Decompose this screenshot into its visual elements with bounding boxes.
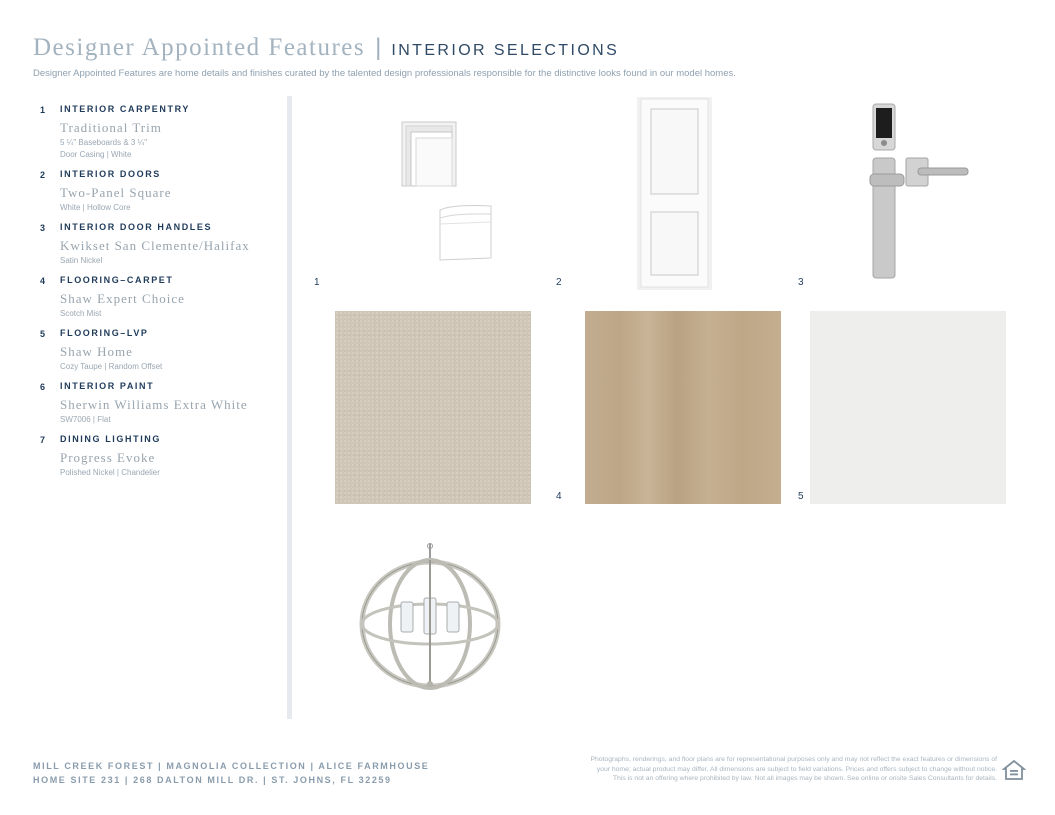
- selection-item: [40, 169, 275, 213]
- selection-item: [40, 222, 275, 266]
- selection-category: INTERIOR PAINT: [60, 381, 155, 391]
- selection-detail: 5 ¼" Baseboards & 3 ¼": [60, 138, 148, 147]
- selection-number: 6: [40, 382, 46, 392]
- selection-detail: Satin Nickel: [60, 256, 103, 265]
- page-title: Designer Appointed Features: [33, 34, 366, 61]
- image-label: 2: [556, 277, 562, 288]
- selection-category: DINING LIGHTING: [60, 434, 161, 444]
- selection-item: [40, 434, 275, 478]
- title-row: [33, 34, 1033, 62]
- selection-product: Two-Panel Square: [60, 185, 172, 200]
- selection-number: 1: [40, 105, 46, 115]
- selection-detail: Door Casing | White: [60, 150, 132, 159]
- disclaimer-line: This is not an offering where prohibited by law. Not all images may be shown. See online or onsite Sales Consultants for details.: [612, 775, 997, 782]
- paint-swatch: [810, 311, 1006, 504]
- selection-product: Traditional Trim: [60, 120, 162, 135]
- image-label: 3: [798, 277, 804, 288]
- selection-product: Shaw Home: [60, 344, 133, 359]
- door-handle-image: [866, 102, 970, 282]
- selection-detail: SW7006 | Flat: [60, 415, 111, 424]
- image-label: 1: [314, 277, 320, 288]
- image-label: 4: [556, 491, 562, 502]
- selection-product: Shaw Expert Choice: [60, 291, 185, 306]
- lvp-swatch: [585, 311, 781, 504]
- page-subtitle: Designer Appointed Features are home details and finishes curated by the talented design professionals responsible for the distinctive looks found in our model homes.: [33, 68, 736, 79]
- section-title: INTERIOR SELECTIONS: [391, 42, 620, 59]
- disclaimer-line: your home; actual product may differ. All dimensions are subject to field variations. Prices and offers subject to change without notice.: [596, 765, 997, 773]
- selection-item: [40, 381, 275, 425]
- carpet-swatch: [335, 311, 531, 504]
- title-separator: |: [375, 34, 382, 61]
- selection-detail: White | Hollow Core: [60, 203, 131, 212]
- footer-disclaimer: [527, 755, 997, 784]
- selections-list: [40, 104, 275, 487]
- selection-category: FLOORING–CARPET: [60, 275, 174, 285]
- selection-product: Sherwin Williams Extra White: [60, 397, 248, 412]
- divider-bar: [287, 96, 292, 719]
- selection-item: [40, 328, 275, 372]
- footer-line-1: MILL CREEK FOREST | MAGNOLIA COLLECTION | ALICE FARMHOUSE: [33, 761, 430, 771]
- selection-number: 2: [40, 170, 46, 180]
- footer-address: [33, 759, 429, 787]
- selection-item: [40, 275, 275, 319]
- selection-category: INTERIOR CARPENTRY: [60, 104, 190, 114]
- selection-detail: Cozy Taupe | Random Offset: [60, 362, 163, 371]
- selection-item: [40, 104, 275, 160]
- equal-housing-icon: [1002, 758, 1026, 782]
- trim-profiles-image: [395, 118, 505, 268]
- page-header: [33, 34, 1033, 79]
- selection-product: Progress Evoke: [60, 450, 156, 465]
- selection-category: INTERIOR DOORS: [60, 169, 161, 179]
- selection-number: 7: [40, 435, 46, 445]
- two-panel-door-image: [637, 97, 712, 290]
- image-label: 5: [798, 491, 804, 502]
- selection-product: Kwikset San Clemente/Halifax: [60, 238, 250, 253]
- selection-detail: Scotch Mist: [60, 309, 102, 318]
- chandelier-image: [355, 542, 505, 690]
- selection-number: 3: [40, 223, 46, 233]
- disclaimer-line: Photographs, renderings, and floor plans are for representational purposes only and may not reflect the exact features or dimensions of: [590, 756, 997, 763]
- selection-category: FLOORING–LVP: [60, 328, 149, 338]
- selection-number: 4: [40, 276, 46, 286]
- selection-number: 5: [40, 329, 46, 339]
- footer-line-2: HOME SITE 231 | 268 DALTON MILL DR. | ST. JOHNS, FL 32259: [33, 775, 392, 785]
- selection-detail: Polished Nickel | Chandelier: [60, 468, 160, 477]
- selection-category: INTERIOR DOOR HANDLES: [60, 222, 213, 232]
